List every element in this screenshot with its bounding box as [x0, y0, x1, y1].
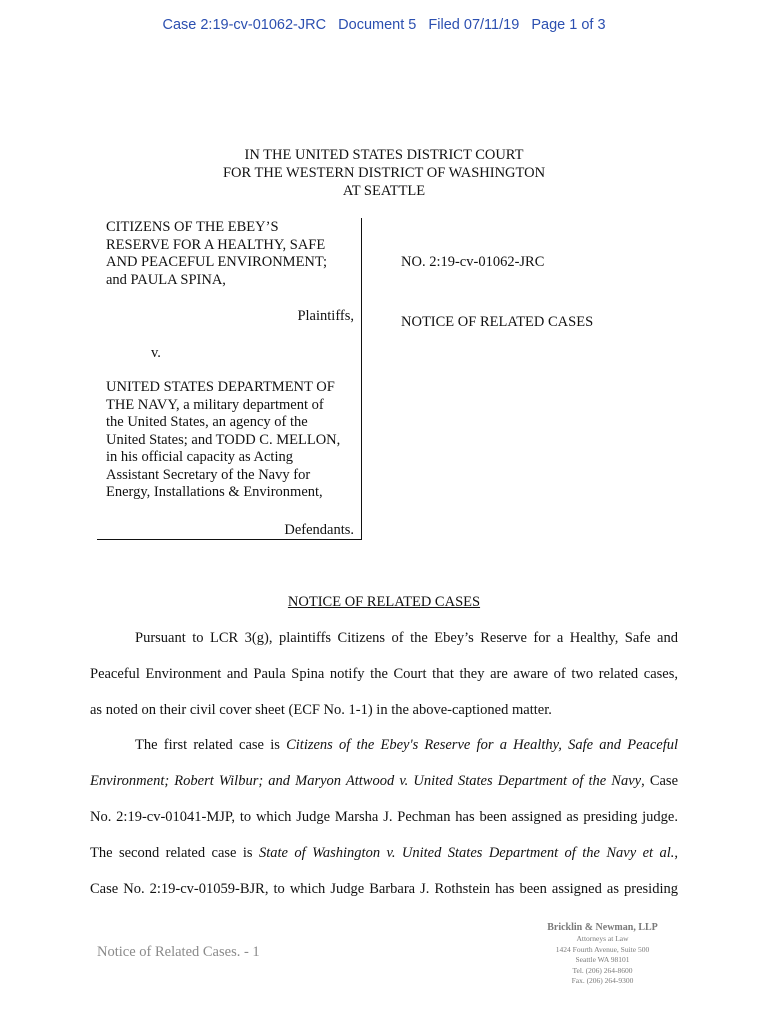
- plaintiffs-line: and PAULA SPINA,: [106, 271, 226, 288]
- text-run: The first related case is: [135, 737, 287, 753]
- paragraph-line: [90, 773, 678, 809]
- court-name-line-1: IN THE UNITED STATES DISTRICT COURT: [244, 147, 524, 163]
- paragraph-line: Peaceful Environment and Paula Spina notify the Court that they are aware of two related cases,: [90, 666, 678, 682]
- defendants-label: Defendants.: [284, 522, 354, 538]
- court-name-line-2: FOR THE WESTERN DISTRICT OF WASHINGTON: [222, 165, 546, 181]
- paragraph-line: No. 2:19-cv-01041-MJP, to which Judge Marsha J. Pechman has been assigned as presiding judge.: [90, 809, 678, 825]
- paragraph-line: as noted on their civil cover sheet (ECF No. 1-1) in the above-captioned matter.: [90, 702, 552, 718]
- caption-divider-vertical: [361, 218, 362, 540]
- section-title: NOTICE OF RELATED CASES: [287, 594, 481, 610]
- firm-info-block: [520, 921, 685, 987]
- text-run: The second related case is: [90, 845, 259, 861]
- defendants-line: UNITED STATES DEPARTMENT OF: [106, 379, 335, 395]
- case-citation: State of Washington v. United States Department of the Navy et al.: [259, 845, 675, 861]
- firm-address-line: Seattle WA 98101: [575, 955, 630, 964]
- plaintiffs-line: AND PEACEFUL ENVIRONMENT;: [106, 254, 327, 270]
- plaintiffs-line: RESERVE FOR A HEALTHY, SAFE: [106, 236, 326, 253]
- firm-role: Attorneys at Law: [576, 934, 629, 943]
- text-run: , Case: [641, 773, 679, 789]
- defendants-line: Assistant Secretary of the Navy for: [106, 466, 311, 483]
- case-citation: Citizens of the Ebey's Reserve for a Healthy, Safe and Peaceful: [286, 737, 678, 753]
- caption-divider-horizontal: [97, 539, 362, 540]
- defendants-line: Energy, Installations & Environment,: [106, 484, 323, 500]
- defendants-line: THE NAVY, a military department of: [106, 396, 324, 413]
- court-location: AT SEATTLE: [342, 183, 426, 199]
- text-run: ,: [674, 845, 678, 861]
- case-header-stamp: Case 2:19-cv-01062-JRC Document 5 Filed 07/11/19 Page 1 of 3: [162, 17, 606, 33]
- plaintiffs-block: [106, 219, 358, 289]
- defendants-line: in his official capacity as Acting: [106, 449, 293, 465]
- defendants-line: United States; and TODD C. MELLON,: [106, 431, 341, 448]
- case-citation: Environment; Robert Wilbur; and Maryon Attwood v. United States Department of the Navy: [90, 773, 642, 789]
- paragraph-1: [90, 630, 678, 738]
- firm-name: Bricklin & Newman, LLP: [547, 922, 658, 933]
- paragraph-line: Pursuant to LCR 3(g), plaintiffs Citizens of the Ebey’s Reserve for a Healthy, Safe and: [135, 630, 678, 646]
- plaintiffs-line: CITIZENS OF THE EBEY’S: [106, 219, 279, 235]
- firm-address-line: 1424 Fourth Avenue, Suite 500: [555, 944, 650, 954]
- plaintiffs-label: Plaintiffs,: [297, 308, 354, 324]
- footer-document-label: Notice of Related Cases. - 1: [97, 944, 260, 960]
- versus-label: v.: [151, 345, 161, 361]
- firm-fax: Fax. (206) 264-9300: [571, 976, 634, 985]
- case-number: NO. 2:19-cv-01062-JRC: [401, 254, 545, 270]
- defendants-line: the United States, an agency of the: [106, 414, 308, 430]
- document-title: NOTICE OF RELATED CASES: [401, 314, 594, 330]
- paragraph-line: Case No. 2:19-cv-01059-BJR, to which Judge Barbara J. Rothstein has been assigned as presiding: [90, 881, 678, 897]
- paragraph-2: [90, 737, 678, 917]
- paragraph-line: [90, 845, 678, 881]
- firm-phone: Tel. (206) 264-8600: [572, 965, 633, 975]
- paragraph-line: [90, 737, 678, 773]
- defendants-block: [106, 379, 358, 502]
